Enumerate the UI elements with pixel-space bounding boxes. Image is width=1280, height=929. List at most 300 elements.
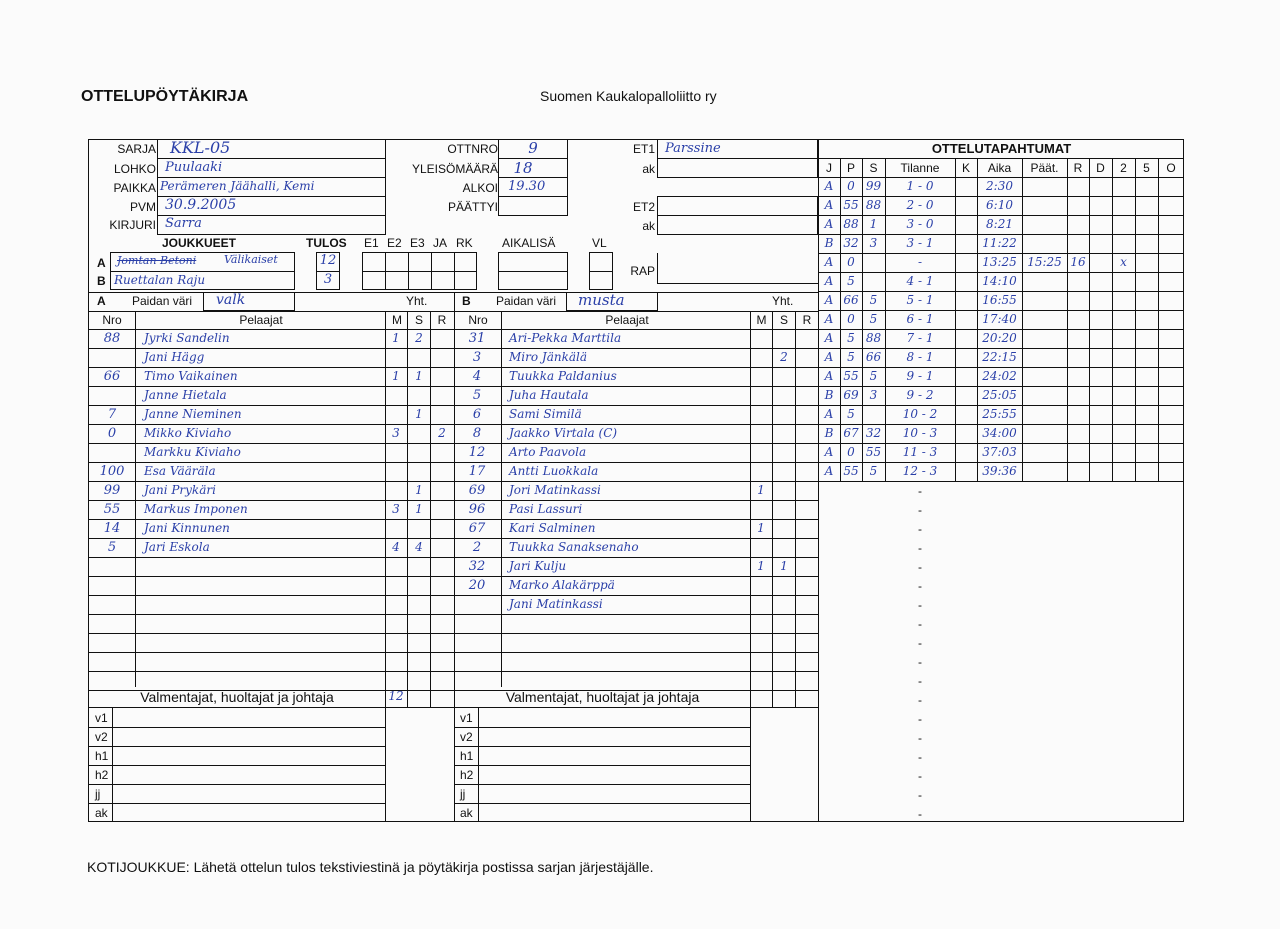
event-tilanne[interactable]: 11 - 3: [902, 445, 938, 459]
organization-name: Suomen Kaukalopalloliitto ry: [540, 88, 717, 104]
event-tilanne[interactable]: -: [917, 255, 923, 269]
event-aika[interactable]: 22:15: [982, 350, 1017, 364]
team-b-letter: B: [97, 274, 106, 288]
roster-b-players-header: Pelaajat: [605, 313, 649, 327]
paikka-value[interactable]: Perämeren Jäähalli, Kemi: [160, 179, 315, 193]
event-j[interactable]: A: [824, 293, 834, 307]
label-ak1: ak: [642, 162, 655, 176]
player-name[interactable]: Jaakko Virtala (C): [509, 426, 618, 440]
player-row: [88, 463, 451, 482]
team-a-name[interactable]: Välikaiset: [224, 253, 278, 266]
player-name[interactable]: Jani Hägg: [144, 350, 205, 364]
event-p[interactable]: 0: [847, 312, 855, 326]
events-row-line: [818, 215, 1184, 216]
staff-line: [454, 746, 750, 747]
events-col-header: 5: [1143, 161, 1150, 175]
event-tilanne[interactable]: 3 - 1: [906, 236, 934, 250]
player-name[interactable]: Jyrki Sandelin: [144, 331, 230, 345]
event-empty-dash: -: [918, 617, 922, 631]
events-col-header: O: [1166, 161, 1176, 175]
label-vl: VL: [592, 236, 607, 250]
player-number[interactable]: 96: [468, 502, 486, 517]
event-tilanne[interactable]: 7 - 1: [906, 331, 934, 345]
player-m[interactable]: 3: [392, 426, 400, 440]
events-col-header: P: [846, 161, 855, 175]
roster-b-nro-header: Nro: [468, 313, 488, 327]
player-m[interactable]: 4: [392, 540, 400, 554]
staff-label-a: ak: [95, 806, 108, 820]
staff-line: [454, 765, 750, 766]
label-yleiso: YLEISÖMÄÄRÄ: [411, 162, 498, 176]
label-e3: E3: [410, 236, 425, 250]
event-s[interactable]: 5: [869, 293, 878, 307]
event-j[interactable]: A: [824, 464, 834, 478]
player-number[interactable]: 32: [468, 559, 486, 574]
events-row-line: [818, 272, 1184, 273]
player-row: [88, 425, 451, 444]
events-row-line: [818, 367, 1184, 368]
player-name[interactable]: Esa Vääräla: [144, 464, 216, 478]
label-aikalisa: AIKALISÄ: [502, 236, 556, 250]
event-tilanne[interactable]: 3 - 0: [906, 217, 934, 231]
roster-b-m-header: M: [756, 313, 767, 327]
event-aika[interactable]: 34:00: [982, 426, 1017, 440]
player-name[interactable]: Kari Salminen: [509, 521, 596, 535]
player-number[interactable]: 2: [472, 540, 482, 555]
team-a-struck-name: Jomtan Betoni: [117, 254, 197, 267]
event-aika[interactable]: 2:30: [986, 179, 1013, 193]
player-name[interactable]: Tuukka Sanaksenaho: [509, 540, 639, 554]
team-b-name[interactable]: Ruettalan Raju: [114, 273, 206, 287]
label-ak2: ak: [642, 219, 655, 233]
player-row: [453, 425, 816, 444]
roster-a-letter: A: [97, 294, 106, 308]
event-j[interactable]: A: [824, 312, 834, 326]
player-s[interactable]: 2: [415, 331, 423, 345]
player-name[interactable]: Markku Kiviaho: [144, 445, 241, 459]
player-row: [453, 520, 816, 539]
event-s[interactable]: 88: [865, 198, 882, 212]
event-s[interactable]: 32: [865, 426, 882, 440]
player-number[interactable]: 100: [99, 464, 125, 479]
event-aika[interactable]: 37:03: [982, 445, 1017, 459]
player-row: [453, 368, 816, 387]
events-title: OTTELUTAPAHTUMAT: [931, 141, 1072, 156]
player-row: [88, 387, 451, 406]
roster-b-color[interactable]: musta: [578, 291, 625, 309]
player-m[interactable]: 3: [392, 502, 400, 516]
player-name[interactable]: Janne Hietala: [144, 388, 227, 402]
player-name[interactable]: Jani Kinnunen: [144, 521, 230, 535]
roster-b-r-header: R: [802, 313, 812, 327]
player-row: [453, 539, 816, 558]
player-m[interactable]: 1: [757, 559, 765, 573]
event-j[interactable]: A: [824, 445, 834, 459]
event-p[interactable]: 55: [843, 198, 859, 212]
event-j[interactable]: B: [824, 388, 834, 402]
player-number[interactable]: 3: [472, 350, 482, 365]
staff-label-b: ak: [460, 806, 473, 820]
event-s[interactable]: 66: [865, 350, 882, 364]
event-paat[interactable]: 15:25: [1027, 255, 1062, 269]
staff-label-a: v1: [95, 711, 108, 725]
events-col-line: [955, 158, 956, 482]
event-r[interactable]: 16: [1070, 255, 1086, 269]
form-title: OTTELUPÖYTÄKIRJA: [81, 88, 249, 105]
pvm-value[interactable]: 30.9.2005: [165, 197, 237, 213]
player-row: [453, 444, 816, 463]
player-row: [453, 406, 816, 425]
roster-b-yht: Yht.: [772, 294, 794, 308]
label-alkoi: ALKOI: [462, 181, 498, 195]
events-row-line: [818, 234, 1184, 235]
player-name[interactable]: Janne Nieminen: [144, 407, 242, 421]
player-row: [453, 387, 816, 406]
player-number[interactable]: 66: [103, 369, 121, 384]
player-number[interactable]: 4: [472, 369, 482, 384]
roster-b-letter: B: [462, 294, 471, 308]
player-name[interactable]: Mikko Kiviaho: [144, 426, 232, 440]
events-col-header: S: [869, 161, 878, 175]
event-s[interactable]: 1: [869, 217, 878, 231]
events-col-line: [1158, 158, 1159, 482]
event-p[interactable]: 0: [847, 445, 855, 459]
staff-label-a: jj: [95, 787, 101, 801]
event-s[interactable]: 5: [869, 464, 878, 478]
events-col-header: Päät.: [1030, 161, 1059, 175]
player-row: [453, 577, 816, 596]
event-empty-dash: -: [918, 750, 922, 764]
player-number[interactable]: 55: [103, 502, 121, 517]
player-row: [88, 482, 451, 501]
player-m[interactable]: 1: [392, 331, 400, 345]
events-row-line: [818, 310, 1184, 311]
event-empty-dash: -: [918, 693, 922, 707]
label-ottnro: OTTNRO: [447, 142, 498, 156]
player-s[interactable]: 1: [415, 502, 423, 516]
yleiso-value[interactable]: 18: [513, 159, 533, 177]
roster-a-r-header: R: [437, 313, 447, 327]
roster-row-line: [88, 671, 819, 672]
event-p[interactable]: 55: [843, 464, 859, 478]
kirjuri-value[interactable]: Sarra: [165, 216, 202, 231]
player-number[interactable]: 12: [468, 445, 486, 460]
event-p[interactable]: 0: [847, 255, 855, 269]
label-paikka: PAIKKA: [113, 181, 156, 195]
event-j[interactable]: A: [824, 407, 834, 421]
event-j[interactable]: B: [824, 426, 834, 440]
roster-b-color-label: Paidan väri: [496, 294, 557, 308]
event-aika[interactable]: 8:21: [986, 217, 1013, 231]
player-name[interactable]: Timo Vaikainen: [144, 369, 238, 383]
staff-label-b: jj: [460, 787, 466, 801]
event-empty-dash: -: [918, 541, 922, 555]
event-s[interactable]: 99: [865, 179, 882, 193]
events-col-line: [1089, 158, 1090, 482]
player-number[interactable]: 8: [472, 426, 482, 441]
player-s[interactable]: 1: [415, 483, 423, 497]
event-s[interactable]: 3: [869, 388, 878, 402]
event-p[interactable]: 5: [847, 407, 855, 421]
player-s[interactable]: 4: [415, 540, 423, 554]
event-empty-dash: -: [918, 636, 922, 650]
player-number[interactable]: 31: [468, 331, 486, 346]
staff-label-b: h1: [460, 749, 474, 763]
player-name[interactable]: Jani Matinkassi: [509, 597, 603, 611]
event-p[interactable]: 5: [847, 274, 855, 288]
event-empty-dash: -: [918, 598, 922, 612]
event-empty-dash: -: [918, 674, 922, 688]
roster-a-color[interactable]: valk: [216, 292, 246, 308]
event-empty-dash: -: [918, 788, 922, 802]
event-j[interactable]: A: [824, 217, 834, 231]
event-aika[interactable]: 39:36: [982, 464, 1017, 478]
staff-label-a: h1: [95, 749, 109, 763]
events-row-line: [818, 424, 1184, 425]
event-aika[interactable]: 16:55: [982, 293, 1017, 307]
team-a-score[interactable]: 12: [319, 253, 337, 268]
staff-line: [454, 784, 750, 785]
events-col-header: Aika: [987, 161, 1012, 175]
event-tilanne[interactable]: 2 - 0: [906, 198, 934, 212]
event-empty-dash: -: [918, 579, 922, 593]
roster-a-s-header: S: [414, 313, 423, 327]
player-name[interactable]: Jari Kulju: [509, 559, 567, 573]
event-aika[interactable]: 6:10: [986, 198, 1013, 212]
event-aika[interactable]: 11:22: [982, 236, 1017, 250]
player-number[interactable]: 7: [107, 407, 117, 422]
events-row-line: [818, 405, 1184, 406]
label-rap: RAP: [630, 264, 655, 278]
event-aika[interactable]: 24:02: [982, 369, 1017, 383]
event-p[interactable]: 66: [843, 293, 859, 307]
event-j[interactable]: A: [824, 198, 834, 212]
events-row-line: [818, 253, 1184, 254]
label-kirjuri: KIRJURI: [109, 218, 156, 232]
roster-a-nro-header: Nro: [102, 313, 122, 327]
lohko-value[interactable]: Puulaaki: [165, 160, 223, 175]
player-name[interactable]: Juha Hautala: [509, 388, 589, 402]
player-name[interactable]: Ari-Pekka Marttila: [509, 331, 622, 345]
event-s[interactable]: 55: [865, 445, 882, 459]
staff-label-a: h2: [95, 768, 109, 782]
player-name[interactable]: Jori Matinkassi: [509, 483, 601, 497]
event-aika[interactable]: 25:05: [982, 388, 1017, 402]
event-j[interactable]: B: [824, 236, 834, 250]
events-col-header: R: [1073, 161, 1083, 175]
events-row-line: [818, 386, 1184, 387]
event-p[interactable]: 55: [843, 369, 859, 383]
player-row: [88, 406, 451, 425]
event-s[interactable]: 5: [869, 312, 878, 326]
event-tilanne[interactable]: 1 - 0: [906, 179, 934, 193]
event-empty-dash: -: [918, 522, 922, 536]
label-et2: ET2: [632, 200, 655, 214]
player-m[interactable]: 1: [392, 369, 400, 383]
label-rk: RK: [456, 236, 473, 250]
event-j[interactable]: A: [824, 274, 834, 288]
event-aika[interactable]: 13:25: [982, 255, 1017, 269]
events-col-line: [1022, 158, 1023, 482]
event-c2[interactable]: x: [1120, 255, 1127, 269]
roster-a-yht: Yht.: [406, 294, 428, 308]
event-tilanne[interactable]: 12 - 3: [902, 464, 938, 478]
event-aika[interactable]: 17:40: [982, 312, 1017, 326]
events-row-line: [818, 196, 1184, 197]
events-col-header: J: [826, 161, 832, 175]
player-name[interactable]: Sami Similä: [509, 407, 582, 421]
event-p[interactable]: 88: [843, 217, 859, 231]
staff-line: [88, 727, 385, 728]
player-name[interactable]: Jani Prykäri: [144, 483, 216, 497]
player-s[interactable]: 1: [780, 559, 788, 573]
footer-note: KOTIJOUKKUE: Lähetä ottelun tulos tekstiviestinä ja pöytäkirja postissa sarjan järjestäjälle.: [87, 859, 654, 875]
event-s[interactable]: 88: [865, 331, 882, 345]
coaches-a-total[interactable]: 12: [388, 689, 404, 703]
label-e1: E1: [364, 236, 379, 250]
event-j[interactable]: A: [824, 350, 834, 364]
player-number[interactable]: 88: [103, 331, 121, 346]
events-row-line: [818, 443, 1184, 444]
event-p[interactable]: 0: [847, 179, 855, 193]
event-j[interactable]: A: [824, 331, 834, 345]
player-number[interactable]: 20: [468, 578, 486, 593]
event-empty-dash: -: [918, 503, 922, 517]
event-empty-dash: -: [918, 484, 922, 498]
event-empty-dash: -: [918, 560, 922, 574]
event-j[interactable]: A: [824, 179, 834, 193]
player-number[interactable]: 69: [468, 483, 486, 498]
player-name[interactable]: Marko Alakärppä: [509, 578, 615, 592]
roster-row-line: [88, 633, 819, 634]
player-number[interactable]: 17: [468, 464, 486, 479]
player-number[interactable]: 0: [107, 426, 117, 441]
label-tulos: TULOS: [306, 236, 347, 250]
label-pvm: PVM: [129, 200, 156, 214]
event-s[interactable]: 5: [869, 369, 878, 383]
player-s[interactable]: 1: [415, 369, 423, 383]
player-row: [88, 444, 451, 463]
event-empty-dash: -: [918, 769, 922, 783]
event-tilanne[interactable]: 9 - 2: [906, 388, 934, 402]
player-name[interactable]: Arto Paavola: [509, 445, 587, 459]
events-col-line: [1112, 158, 1113, 482]
label-lohko: LOHKO: [113, 162, 156, 176]
player-row: [88, 520, 451, 539]
staff-line: [88, 803, 385, 804]
ottnro-value[interactable]: 9: [528, 139, 538, 157]
staff-label-a: v2: [95, 730, 108, 744]
event-p[interactable]: 67: [843, 426, 859, 440]
events-row-line: [818, 329, 1184, 330]
event-tilanne[interactable]: 8 - 1: [906, 350, 934, 364]
player-name[interactable]: Miro Jänkälä: [509, 350, 588, 364]
event-aika[interactable]: 20:20: [982, 331, 1017, 345]
player-number[interactable]: 14: [103, 521, 121, 536]
event-aika[interactable]: 25:55: [982, 407, 1017, 421]
event-tilanne[interactable]: 10 - 3: [902, 426, 938, 440]
event-tilanne[interactable]: 10 - 2: [902, 407, 938, 421]
player-number[interactable]: 5: [107, 540, 117, 555]
et1-value[interactable]: Parssine: [665, 141, 721, 156]
roster-b-s-header: S: [779, 313, 788, 327]
alkoi-value[interactable]: 19.30: [508, 179, 546, 194]
label-sarja: SARJA: [117, 142, 156, 156]
staff-line: [88, 746, 385, 747]
player-name[interactable]: Tuukka Paldanius: [509, 369, 617, 383]
event-p[interactable]: 69: [843, 388, 859, 402]
roster-row-line: [88, 652, 819, 653]
staff-line: [454, 727, 750, 728]
events-col-header: Tilanne: [900, 161, 940, 175]
label-joukkueet: JOUKKUEET: [162, 236, 237, 250]
player-s[interactable]: 2: [780, 350, 788, 364]
events-row-line: [818, 481, 1184, 482]
staff-line: [454, 803, 750, 804]
player-row: [88, 349, 451, 368]
player-row: [453, 463, 816, 482]
events-col-line: [1067, 158, 1068, 482]
coaches-b-header: Valmentajat, huoltajat ja johtaja: [505, 689, 700, 705]
player-s[interactable]: 1: [415, 407, 423, 421]
player-number[interactable]: 67: [468, 521, 486, 536]
player-number[interactable]: 5: [472, 388, 482, 403]
event-s[interactable]: 3: [869, 236, 878, 250]
player-row: [453, 558, 816, 577]
player-name[interactable]: Pasi Lassuri: [509, 502, 583, 516]
player-row: [88, 368, 451, 387]
event-tilanne[interactable]: 5 - 1: [906, 293, 934, 307]
staff-line: [88, 765, 385, 766]
staff-label-b: v1: [460, 711, 473, 725]
event-empty-dash: -: [918, 655, 922, 669]
event-p[interactable]: 5: [847, 350, 855, 364]
events-col-header: D: [1096, 161, 1105, 175]
events-col-header: K: [961, 161, 970, 175]
player-number[interactable]: 99: [103, 483, 121, 498]
player-row: [453, 482, 816, 501]
event-tilanne[interactable]: 6 - 1: [906, 312, 934, 326]
staff-label-b: v2: [460, 730, 473, 744]
event-j[interactable]: A: [824, 255, 834, 269]
coach-line: [88, 707, 819, 708]
player-row: [453, 330, 816, 349]
event-tilanne[interactable]: 9 - 1: [906, 369, 934, 383]
event-j[interactable]: A: [824, 369, 834, 383]
team-b-score[interactable]: 3: [323, 272, 333, 287]
event-p[interactable]: 32: [843, 236, 859, 250]
staff-label-b: h2: [460, 768, 474, 782]
player-name[interactable]: Markus Imponen: [144, 502, 248, 516]
event-aika[interactable]: 14:10: [982, 274, 1017, 288]
label-paattyi: PÄÄTTYI: [447, 200, 498, 214]
event-p[interactable]: 5: [847, 331, 855, 345]
events-row-line: [818, 348, 1184, 349]
team-a-letter: A: [97, 256, 106, 270]
player-m[interactable]: 1: [757, 483, 765, 497]
label-et1: ET1: [632, 142, 655, 156]
player-r[interactable]: 2: [438, 426, 446, 440]
player-name[interactable]: Antti Luokkala: [509, 464, 599, 478]
sarja-value[interactable]: KKL-05: [170, 138, 231, 157]
player-m[interactable]: 1: [757, 521, 765, 535]
coaches-a-header: Valmentajat, huoltajat ja johtaja: [140, 689, 334, 705]
player-number[interactable]: 6: [472, 407, 482, 422]
player-row: [88, 330, 451, 349]
player-row: [453, 349, 816, 368]
event-tilanne[interactable]: 4 - 1: [906, 274, 934, 288]
player-name[interactable]: Jari Eskola: [144, 540, 210, 554]
